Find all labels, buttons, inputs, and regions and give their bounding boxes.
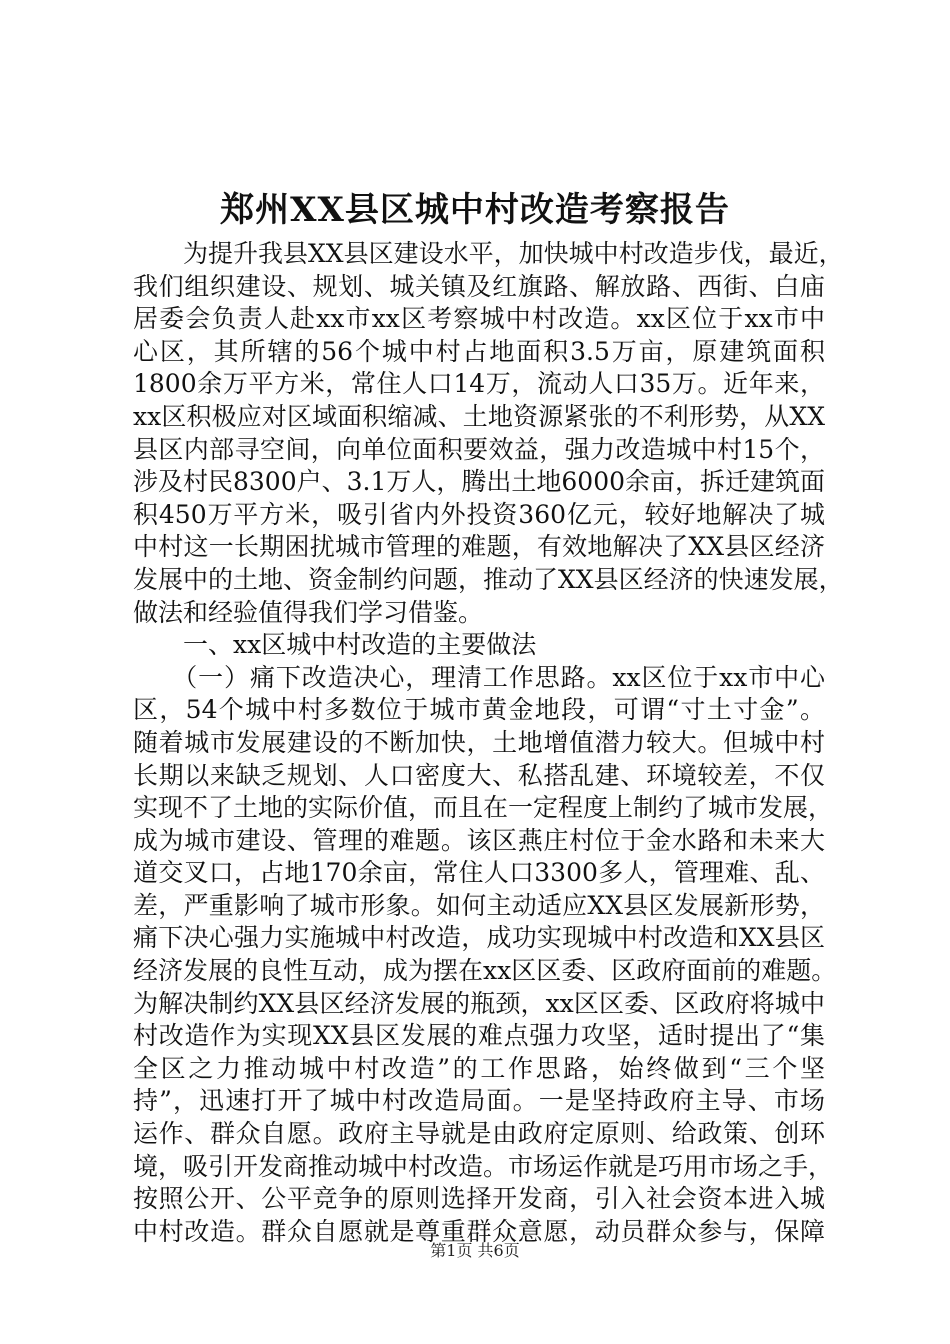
body-text-line: 为解决制约XX县区经济发展的瓶颈，xx区区委、区政府将城中	[133, 988, 825, 1018]
body-text-line: 积450万平方米，吸引省内外投资360亿元，较好地解决了城	[133, 499, 825, 529]
body-text-line: 村改造作为实现XX县区发展的难点强力攻坚，适时提出了“集	[133, 1021, 825, 1051]
body-text-line: 为提升我县XX县区建设水平，加快城中村改造步伐，最近，	[133, 239, 844, 268]
document-title: 郑州XX县区城中村改造考察报告	[220, 190, 730, 230]
body-text-line: 居委会负责人赴xx市xx区考察城中村改造。xx区位于xx市中	[133, 304, 825, 334]
body-text-line: 一、xx区城中村改造的主要做法	[133, 630, 537, 660]
body-text-line: 中村这一长期困扰城市管理的难题，有效地解决了XX县区经济	[133, 532, 825, 562]
document-body	[133, 238, 844, 1248]
body-text-line: 痛下决心强力实施城中村改造，成功实现城中村改造和XX县区	[133, 923, 825, 953]
body-text-line: 区，54个城中村多数位于城市黄金地段，可谓“寸土寸金”。	[133, 695, 825, 725]
body-text-line: xx区积极应对区域面积缩减、土地资源紧张的不利形势，从XX	[133, 401, 825, 431]
body-text-line: 差，严重影响了城市形象。如何主动适应XX县区发展新形势，	[133, 890, 825, 920]
body-text-line: 持”，迅速打开了城中村改造局面。一是坚持政府主导、市场	[133, 1086, 825, 1116]
body-text-line: 按照公开、公平竞争的原则选择开发商，引入社会资本进入城	[133, 1184, 825, 1214]
body-text-line: 做法和经验值得我们学习借鉴。	[133, 597, 484, 627]
body-text-line: 实现不了土地的实际价值，而且在一定程度上制约了城市发展，	[133, 793, 834, 823]
body-text-line: 成为城市建设、管理的难题。该区燕庄村位于金水路和未来大	[133, 825, 825, 855]
body-text-line: 境，吸引开发商推动城中村改造。市场运作就是巧用市场之手，	[133, 1151, 834, 1181]
body-text-line: 经济发展的良性互动，成为摆在xx区区委、区政府面前的难题。	[133, 956, 837, 986]
body-text-line: 中村改造。群众自愿就是尊重群众意愿，动员群众参与，保障	[133, 1216, 825, 1246]
body-text-line: 随着城市发展建设的不断加快，土地增值潜力较大。但城中村	[133, 727, 825, 757]
body-text-line: 全区之力推动城中村改造”的工作思路，始终做到“三个坚	[133, 1053, 825, 1083]
body-text-line: 涉及村民8300户、3.1万人，腾出土地6000余亩，拆迁建筑面	[133, 467, 826, 497]
body-text-line: 我们组织建设、规划、城关镇及红旗路、解放路、西街、白庙	[133, 271, 825, 301]
body-text-line: 1800余万平方米，常住人口14万，流动人口35万。近年来，	[133, 369, 825, 399]
body-text-line: 县区内部寻空间，向单位面积要效益，强力改造城中村15个，	[133, 434, 825, 464]
body-text-line: 运作、群众自愿。政府主导就是由政府定原则、给政策、创环	[133, 1119, 825, 1149]
body-text-line: （一）痛下改造决心，理清工作思路。xx区位于xx市中心	[133, 662, 825, 692]
body-text-line: 道交叉口，占地170余亩，常住人口3300多人，管理难、乱、	[133, 858, 825, 888]
page-number-footer: 第1页 共6页	[430, 1241, 520, 1260]
body-text-line: 发展中的土地、资金制约问题，推动了XX县区经济的快速发展，	[133, 564, 844, 594]
body-text-line: 长期以来缺乏规划、人口密度大、私搭乱建、环境较差，不仅	[133, 760, 825, 790]
body-text-line: 心区，其所辖的56个城中村占地面积3.5万亩，原建筑面积	[133, 336, 825, 366]
